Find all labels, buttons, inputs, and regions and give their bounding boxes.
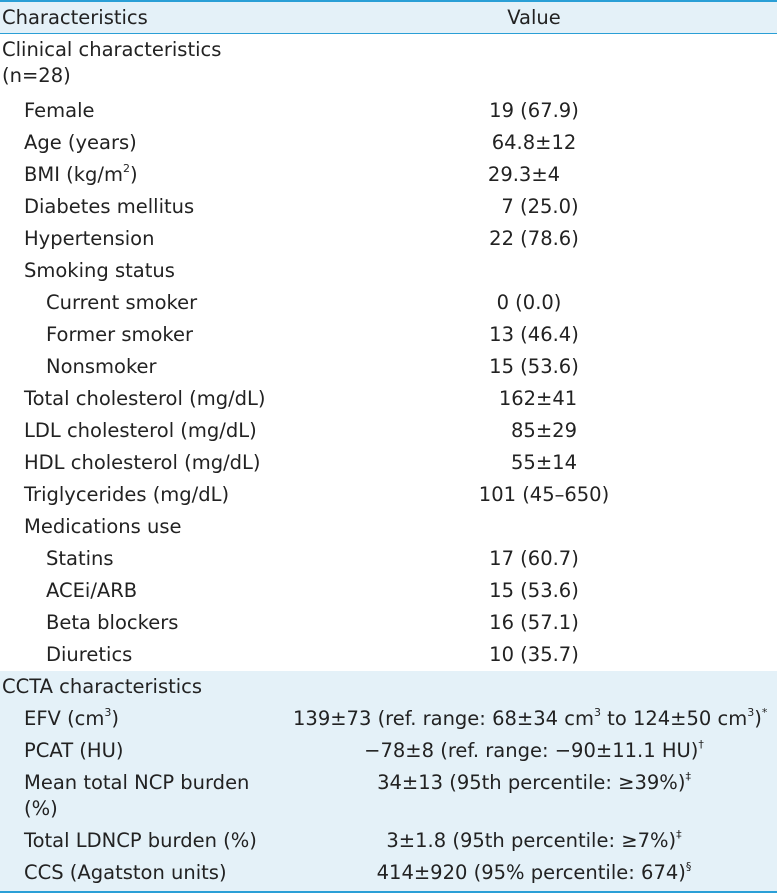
row-trig-value: 101 (45–650) bbox=[478, 483, 610, 506]
row-diabetes-label: Diabetes mellitus bbox=[24, 195, 195, 218]
row-hypertension-label: Hypertension bbox=[24, 227, 155, 250]
row-nonsmoker-label: Nonsmoker bbox=[46, 355, 157, 378]
row-female-value: 19 (67.9) bbox=[489, 99, 579, 122]
row-hdl-label: HDL cholesterol (mg/dL) bbox=[24, 451, 261, 474]
row-ldncp-label: Total LDNCP burden (%) bbox=[24, 829, 257, 852]
row-former-smoker-label: Former smoker bbox=[46, 323, 194, 346]
row-age-label: Age (years) bbox=[24, 131, 137, 154]
row-smoking-label: Smoking status bbox=[24, 259, 175, 282]
row-diuretics-label: Diuretics bbox=[46, 643, 133, 666]
section-clinical-title: Clinical characteristics bbox=[2, 38, 222, 61]
row-nonsmoker-value: 15 (53.6) bbox=[489, 355, 579, 378]
row-trig-label: Triglycerides (mg/dL) bbox=[24, 483, 230, 506]
row-diuretics-value: 10 (35.7) bbox=[489, 643, 579, 666]
row-current-smoker-label: Current smoker bbox=[46, 291, 198, 314]
row-age-value: 64.8±12 bbox=[491, 131, 577, 154]
row-pcat-label: PCAT (HU) bbox=[24, 739, 124, 762]
row-acei-label: ACEi/ARB bbox=[46, 579, 138, 602]
row-efv-label: EFV $(cm^3)$ bbox=[24, 705, 120, 730]
row-acei-value: 15 (53.6) bbox=[489, 579, 579, 602]
row-former-smoker-value: 13 (46.4) bbox=[489, 323, 579, 346]
row-ldl-value: 85±29 bbox=[511, 419, 577, 442]
row-total-chol-label: Total cholesterol (mg/dL) bbox=[24, 387, 266, 410]
row-ccs-value: 414±920 (95% percentile: 674)§ bbox=[376, 859, 692, 884]
section-ccta-title: CCTA characteristics bbox=[2, 675, 203, 698]
row-statins-value: 17 (60.7) bbox=[489, 547, 579, 570]
row-beta-value: 16 (57.1) bbox=[489, 611, 579, 634]
row-medications-label: Medications use bbox=[24, 515, 182, 538]
row-bmi-value: 29.3±4 bbox=[487, 163, 561, 186]
row-ldl-label: LDL cholesterol (mg/dL) bbox=[24, 419, 257, 442]
header-value: Value bbox=[507, 6, 561, 29]
row-efv-value: 139±73 (ref. range: 68±34 $cm^3$ to 124±50 $cm^3)^*$ bbox=[293, 705, 768, 730]
row-pcat-value: −78±8 (ref. range: −90±11.1 HU)† bbox=[364, 737, 704, 762]
row-hypertension-value: 22 (78.6) bbox=[489, 227, 579, 250]
bottom-rule bbox=[0, 891, 777, 893]
row-current-smoker-value: 0 (0.0) bbox=[496, 291, 562, 314]
row-ldncp-value: 3±1.8 (95th percentile: ≥7%)‡ bbox=[386, 827, 682, 852]
row-diabetes-value: 7 (25.0) bbox=[501, 195, 579, 218]
row-ccs-label: CCS (Agatston units) bbox=[24, 861, 227, 884]
row-female-label: Female bbox=[24, 99, 95, 122]
row-bmi-label: BMI $(kg/m^2)$ bbox=[24, 161, 138, 186]
row-statins-label: Statins bbox=[46, 547, 114, 570]
row-ncp-value: 34±13 (95th percentile: ≥39%)‡ bbox=[377, 769, 691, 794]
header-characteristics: Characteristics bbox=[2, 6, 148, 29]
row-total-chol-value: 162±41 bbox=[498, 387, 578, 410]
row-beta-label: Beta blockers bbox=[46, 611, 179, 634]
section-clinical-n: (n=28) bbox=[2, 64, 71, 87]
row-ncp-label: Mean total NCP burden (%) bbox=[24, 771, 250, 820]
row-hdl-value: 55±14 bbox=[511, 451, 577, 474]
